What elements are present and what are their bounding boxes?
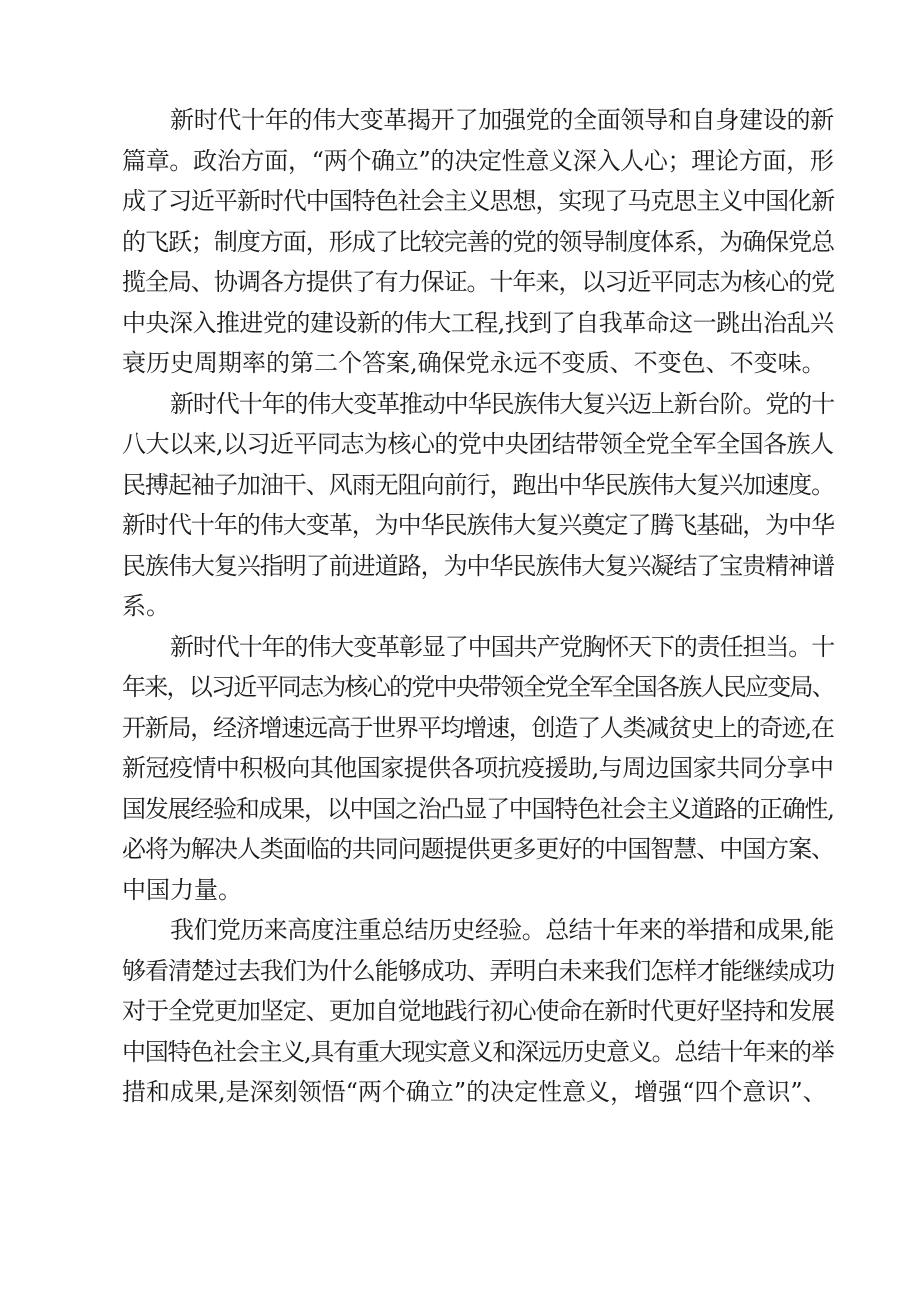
text-line: 八大以来,以习近平同志为核心的党中央团结带领全党全军全国各族人 xyxy=(122,430,834,458)
text-line: 够看清楚过去我们为什么能够成功、弄明白未来我们怎样才能继续成功 xyxy=(122,956,835,985)
text-line: 中国特色社会主义,具有重大现实意义和深远历史意义。总结十年来的举 xyxy=(122,1037,834,1066)
text-line: 新时代十年的伟大变革彰显了中国共产党胸怀天下的责任担当。十 xyxy=(170,632,835,661)
text-line: 中国力量。 xyxy=(122,875,242,904)
text-line: 民族伟大复兴指明了前进道路，为中华民族伟大复兴凝结了宝贵精神谱 xyxy=(122,551,835,580)
text-line: 措和成果,是深刻领悟“两个确立”的决定性意义，增强“四个意识”、 xyxy=(122,1078,827,1106)
text-line: 系。 xyxy=(122,592,170,620)
text-line: 篇章。政治方面，“两个确立”的决定性意义深入人心；理论方面，形 xyxy=(122,146,834,175)
text-line: 国发展经验和成果，以中国之治凸显了中国特色社会主义道路的正确性, xyxy=(122,794,834,823)
paragraph-2 xyxy=(122,384,834,627)
paragraph-1 xyxy=(122,100,834,384)
text-line: 中央深入推进党的建设新的伟大工程,找到了自我革命这一跳出治乱兴 xyxy=(122,308,834,337)
text-line: 新冠疫情中积极向其他国家提供各项抗疫援助,与周边国家共同分享中 xyxy=(122,754,834,782)
text-line: 开新局，经济增速远高于世界平均增速，创造了人类减贫史上的奇迹,在 xyxy=(122,713,834,742)
text-line: 对于全党更加坚定、更加自觉地践行初心使命在新时代更好坚持和发展 xyxy=(122,997,835,1025)
text-line: 新时代十年的伟大变革，为中华民族伟大复兴奠定了腾飞基础，为中华 xyxy=(122,511,835,539)
text-line: 揽全局、协调各方提供了有力保证。十年来，以习近平同志为核心的党 xyxy=(122,268,835,296)
text-line: 新时代十年的伟大变革推动中华民族伟大复兴迈上新台阶。党的十 xyxy=(170,389,835,418)
text-line: 的飞跃；制度方面，形成了比较完善的党的领导制度体系，为确保党总 xyxy=(122,227,835,256)
text-line: 民搏起袖子加油干、风雨无阻向前行，跑出中华民族伟大复兴加速度。 xyxy=(122,470,835,499)
text-line: 我们党历来高度注重总结历史经验。总结十年来的举措和成果,能 xyxy=(170,916,834,944)
text-line: 年来，以习近平同志为核心的党中央带领全党全军全国各族人民应变局、 xyxy=(122,673,834,701)
text-line: 成了习近平新时代中国特色社会主义思想，实现了马克思主义中国化新 xyxy=(122,187,835,215)
text-line: 必将为解决人类面临的共同问题提供更多更好的中国智慧、中国方案、 xyxy=(122,835,835,863)
paragraph-3 xyxy=(122,627,834,911)
document-body xyxy=(122,100,834,1113)
text-line: 新时代十年的伟大变革揭开了加强党的全面领导和自身建设的新 xyxy=(170,106,834,134)
paragraph-4 xyxy=(122,910,834,1113)
text-line: 衰历史周期率的第二个答案,确保党永远不变质、不变色、不变味。 xyxy=(122,349,826,377)
